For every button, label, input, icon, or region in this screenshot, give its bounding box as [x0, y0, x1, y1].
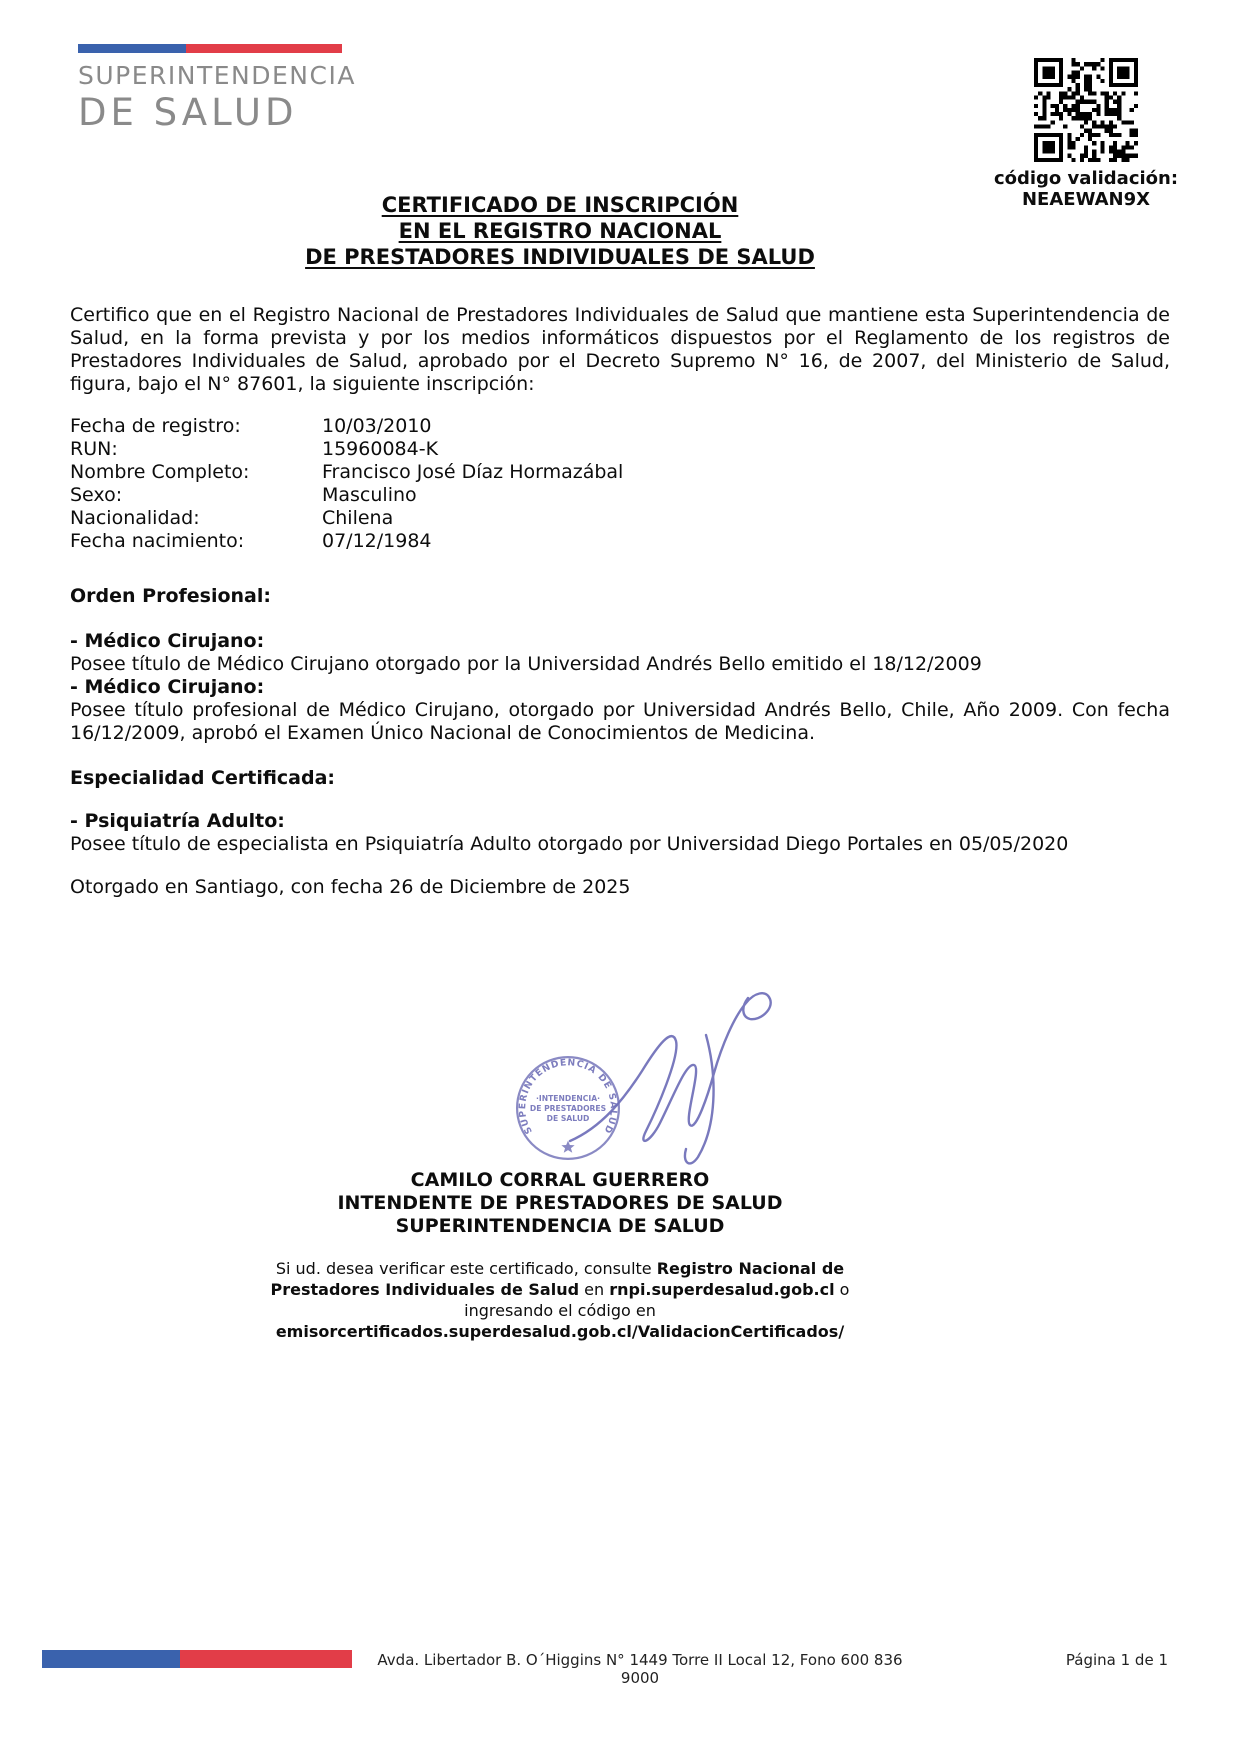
field-row — [70, 438, 1170, 461]
title-line: DE PRESTADORES INDIVIDUALES DE SALUD — [305, 245, 815, 269]
field-value: 07/12/1984 — [322, 530, 432, 552]
field-label: Fecha nacimiento: — [70, 530, 245, 552]
field-label: Nombre Completo: — [70, 461, 250, 483]
entry-title: - Médico Cirujano: — [70, 630, 265, 652]
issued-line: Otorgado en Santiago, con fecha 26 de Diciembre de 2025 — [70, 876, 631, 898]
stamp-center-text: DE PRESTADORES — [529, 1104, 607, 1114]
field-row — [70, 484, 1170, 507]
entry-body: Posee título de Médico Cirujano otorgado por la Universidad Andrés Bello emitido el 18/12/2009 — [70, 653, 982, 675]
entry-body: Posee título profesional de Médico Cirujano, otorgado por Universidad Andrés Bello, Chile, Año 2009. Con fecha 16/12/2009, aprobó el Examen Único Nacional de Conocimientos de Medicina. — [70, 699, 1170, 744]
title-line: EN EL REGISTRO NACIONAL — [398, 219, 722, 243]
validation-code: NEAEWAN9X — [1021, 189, 1151, 210]
signer-title: INTENDENTE DE PRESTADORES DE SALUD — [337, 1192, 783, 1214]
stamp-center-text: ·INTENDENCIA· — [535, 1093, 601, 1103]
logo-text-line2: DE SALUD — [78, 91, 298, 134]
field-row — [70, 461, 1170, 484]
seal-area — [70, 899, 1050, 1169]
profession-entry — [70, 676, 1170, 745]
footer-address: Avda. Libertador B. O´Higgins N° 1449 Torre II Local 12, Fono 600 836 9000 — [377, 1651, 903, 1687]
certificate-title — [70, 192, 1050, 270]
signer-block — [70, 1169, 1050, 1238]
footer-page-number: Página 1 de 1 — [1065, 1651, 1168, 1669]
field-value: Masculino — [322, 484, 417, 506]
entry-body: Posee título de especialista en Psiquiatría Adulto otorgado por Universidad Diego Portales en 05/05/2020 — [70, 833, 1069, 855]
intro-paragraph: Certifico que en el Registro Nacional de Prestadores Individuales de Salud que mantiene esta Superintendencia de Salud, en la forma prevista y por los medios informáticos dispuestos por el Reglamento de los registros de Prestadores Individuales de Salud, aprobado por el Decreto Supremo N° 16, de 2007, del Ministerio de Salud, figura, bajo el N° 87601, la siguiente inscripción: — [70, 304, 1170, 395]
footer-flag-bar — [42, 1650, 352, 1668]
signer-org: SUPERINTENDENCIA DE SALUD — [395, 1215, 725, 1237]
profession-entry — [70, 630, 1170, 676]
section-heading-orden: Orden Profesional: — [70, 585, 271, 607]
field-label: Fecha de registro: — [70, 415, 241, 437]
field-value: 10/03/2010 — [322, 415, 432, 437]
title-line: CERTIFICADO DE INSCRIPCIÓN — [381, 193, 739, 217]
entry-title: - Médico Cirujano: — [70, 676, 265, 698]
qr-code-icon — [1034, 58, 1138, 162]
field-value: Francisco José Díaz Hormazábal — [322, 461, 624, 483]
signature-icon — [558, 971, 793, 1171]
document-body — [70, 192, 1170, 1342]
page-footer — [0, 1648, 1240, 1687]
field-value: Chilena — [322, 507, 394, 529]
verification-url-emisor: emisorcertificados.superdesalud.gob.cl/ValidacionCertificados/ — [275, 1322, 845, 1341]
signer-name: CAMILO CORRAL GUERRERO — [410, 1169, 710, 1191]
field-label: RUN: — [70, 438, 118, 460]
field-value: 15960084-K — [322, 438, 439, 460]
specialty-entry — [70, 810, 1170, 856]
verification-url-rnpi: rnpi.superdesalud.gob.cl — [609, 1280, 835, 1299]
field-label: Nacionalidad: — [70, 507, 200, 529]
field-row — [70, 507, 1170, 530]
field-row — [70, 530, 1170, 553]
validation-label: código validación: — [993, 168, 1179, 189]
logo-flag-bar — [78, 44, 342, 53]
stamp-ring-text: SUPERINTENDENCIA DE SALUD — [517, 1057, 619, 1136]
suphealth-logo — [78, 44, 356, 134]
field-row — [70, 415, 1170, 438]
stamp-center-text: DE SALUD — [546, 1114, 590, 1124]
validation-block — [960, 58, 1212, 210]
entry-title: - Psiquiatría Adulto: — [70, 810, 285, 832]
registration-fields — [70, 415, 1170, 553]
logo-text-line1: SUPERINTENDENCIA — [78, 61, 356, 90]
verification-note: Si ud. desea verificar este certificado, consulte Registro Nacional de Prestadores Individuales de Salud en rnpi.superdesalud.gob.cl o ingresando el código en emisorcertificados.superdesalud.gob.cl/ValidacionCertificados/ — [270, 1259, 850, 1341]
field-label: Sexo: — [70, 484, 123, 506]
section-heading-especialidad: Especialidad Certificada: — [70, 767, 336, 789]
